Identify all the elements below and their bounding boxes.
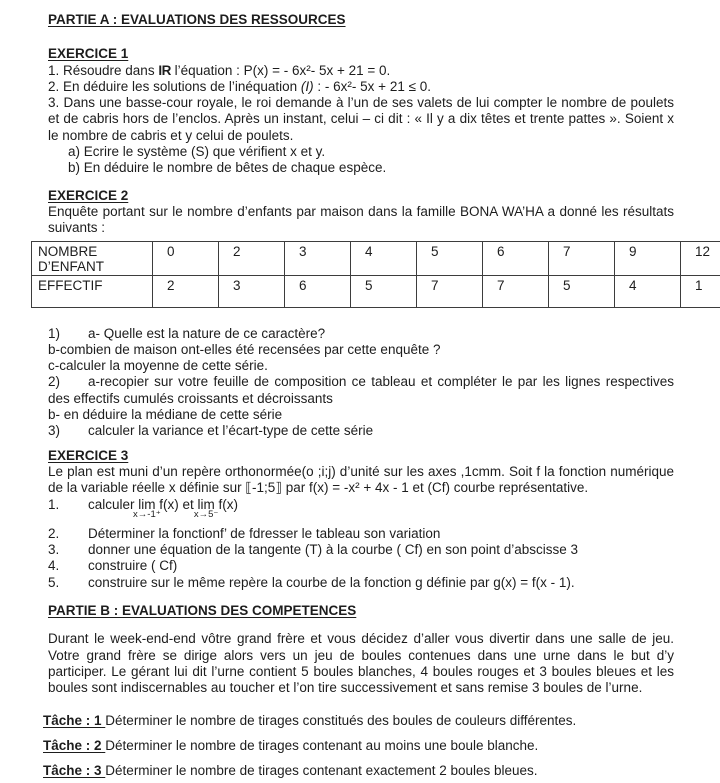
ex3-q3-text: donner une équation de la tangente (T) à la courbe ( Cf) en son point d’abscisse 3 (88, 542, 579, 558)
ex3-intro: Le plan est muni d’un repère orthonormée(o ;i;j) d’unité sur les axes ,1cmm. Soit f la fonction numérique de la variable réelle x définie sur ⟦-1;5⟧ par f(x) = -x² + 4x - 1 et (Cf) courbe représentative. (48, 463, 674, 496)
table-cell: 4 (351, 241, 417, 275)
table-cell: 6 (483, 241, 549, 275)
ex2-q2-text: a-recopier sur votre feuille de composition ce tableau et compléter le par les lignes respectives des effectifs cumulés croissants et décroissants (48, 374, 674, 406)
table-cell: EFFECTIF (32, 275, 153, 307)
tache-2-text: Déterminer le nombre de tirages contenant au moins une boule blanche. (105, 737, 539, 753)
table-cell: 3 (285, 241, 351, 275)
table-cell: 7 (549, 241, 615, 275)
ex2-q1-text: a- Quelle est la nature de ce caractère? (88, 325, 326, 341)
table-cell: 7 (417, 275, 483, 307)
table-row-effectif (32, 275, 720, 307)
table-cell: 3 (219, 275, 285, 307)
ex1-q1-line (48, 63, 674, 79)
ex1-q2-post: : - 6x²- 5x + 21 ≤ 0. (313, 78, 431, 94)
ex1-q3-paragraph: 3. Dans une basse-cour royale, le roi demande à l’un de ses valets de lui compter le nombre de poulets et de cabris hors de l’enclos. Après un instant, celui – ci dit : « Il y a dix têtes et trente pattes ». Soient x le nombre de cabris et y celui de poulets. (48, 95, 674, 143)
exercice-1-heading-line (48, 46, 674, 62)
ex2-q2-paragraph (48, 374, 674, 407)
tache-2-label: Tâche : 2 (43, 737, 102, 753)
exercice-3-heading-line (48, 448, 674, 464)
ex3-q2-text: Déterminer la fonctionf’ de fdresser le tableau son variation (88, 525, 441, 541)
ex3-q4-line (48, 558, 674, 574)
effectifs-table (31, 241, 720, 308)
ex2-q1-number: 1) (48, 325, 61, 341)
exercice-2-heading-line (48, 188, 674, 204)
table-cell: 1 (681, 275, 720, 307)
table-cell: 4 (615, 275, 681, 307)
tache-1-label: Tâche : 1 (43, 712, 102, 728)
limit-subscript: x→-1⁺ (133, 508, 161, 520)
ex2-q3-text: calculer la variance et l’écart-type de cette série (88, 423, 374, 439)
tache-3-label: Tâche : 3 (43, 763, 102, 779)
table-cell: 6 (285, 275, 351, 307)
ex2-q1c-line: c-calculer la moyenne de cette série. (48, 358, 268, 374)
partie-a-heading-line (48, 12, 674, 28)
ex1-q3b-line: b) En déduire le nombre de bêtes de chaque espèce. (68, 160, 387, 176)
ex2-intro: Enquête portant sur le nombre d’enfants par maison dans la famille BONA WA’HA a donné les résultats suivants : (48, 203, 674, 236)
ex1-q1-post: l’équation : P(x) = - 6x²- 5x + 21 = 0. (170, 62, 391, 78)
ex3-q1-line (48, 496, 674, 520)
inequation-label: (I) (300, 78, 314, 94)
ex3-q2-line (48, 526, 674, 542)
partie-b-intro: Durant le week-end-end vôtre grand frère et vous décidez d’aller vous divertir dans une salle de jeu. Votre grand frère se dirige alors vers un jeu de boules contenues dans une urne dans le but d’y participer. Le gérant lui dit l’urne contient 5 boules blanches, 4 boules rouges et 3 boules bleues et les boules sont indiscernables au toucher et l’on tire successivement et sans remise 3 boules de l’urne. (48, 631, 674, 696)
ex1-q1-pre: 1. Résoudre dans (48, 62, 159, 78)
limit-word: lim (138, 496, 156, 512)
ex2-q2b-line: b- en déduire la médiane de cette série (48, 407, 283, 423)
ex3-q4-text: construire ( Cf) (88, 558, 178, 574)
limit-word: lim (197, 496, 215, 512)
table-row-nombre (32, 241, 720, 275)
exercice-1-heading: EXERCICE 1 (48, 46, 129, 62)
ex3-q3-number: 3. (48, 542, 60, 558)
ex3-q2-number: 2. (48, 525, 60, 541)
limit-expression (133, 496, 161, 520)
table-cell: 5 (549, 275, 615, 307)
ex3-q1-mid: f(x) et (155, 496, 198, 512)
ex3-q1-number: 1. (48, 496, 60, 512)
limit-subscript: x→5⁻ (193, 508, 219, 520)
tache-3-line (43, 763, 674, 779)
limit-expression (193, 496, 219, 520)
ex1-q2-line (48, 79, 674, 95)
tache-2-line (43, 738, 674, 754)
tache-1-text: Déterminer le nombre de tirages constitués des boules de couleurs différentes. (105, 712, 577, 728)
ex2-q1b-line: b-combien de maison ont-elles été recensées par cette enquête ? (48, 341, 441, 357)
ex1-q2-pre: 2. En déduire les solutions de l’inéquation (48, 78, 301, 94)
ex2-q2-number: 2) (48, 374, 61, 390)
partie-b-heading-line (48, 603, 674, 619)
table-cell: 9 (615, 241, 681, 275)
ex2-q1-line (48, 326, 674, 342)
exercice-2-heading: EXERCICE 2 (48, 187, 129, 203)
ex3-q5-number: 5. (48, 574, 60, 590)
table-cell: 2 (153, 275, 219, 307)
table-cell: 0 (153, 241, 219, 275)
table-cell: 12 (681, 241, 720, 275)
ex3-q5-line (48, 575, 674, 591)
ex1-q3a-line: a) Ecrire le système (S) que vérifient x et y. (68, 144, 326, 160)
tache-3-text: Déterminer le nombre de tirages contenant exactement 2 boules bleues. (105, 763, 538, 779)
table-cell: 5 (351, 275, 417, 307)
table-cell: 5 (417, 241, 483, 275)
ex3-q3-line (48, 542, 674, 558)
exercice-3-heading: EXERCICE 3 (48, 447, 129, 463)
real-set-symbol: IR (158, 62, 171, 78)
partie-a-heading: PARTIE A : EVALUATIONS DES RESSOURCES (48, 12, 346, 27)
table-cell: 7 (483, 275, 549, 307)
ex3-q4-number: 4. (48, 558, 60, 574)
tache-1-line (43, 713, 674, 729)
table-cell: NOMBRE D’ENFANT (32, 241, 153, 275)
ex2-q3-number: 3) (48, 423, 61, 439)
ex3-q1-pre: calculer (88, 496, 139, 512)
ex2-q3-line (48, 423, 674, 439)
ex3-q1-post: f(x) (214, 496, 239, 512)
partie-b-heading: PARTIE B : EVALUATIONS DES COMPETENCES (48, 603, 357, 619)
ex3-q5-text: construire sur le même repère la courbe de la fonction g définie par g(x) = f(x - 1). (88, 574, 575, 590)
table-cell: 2 (219, 241, 285, 275)
